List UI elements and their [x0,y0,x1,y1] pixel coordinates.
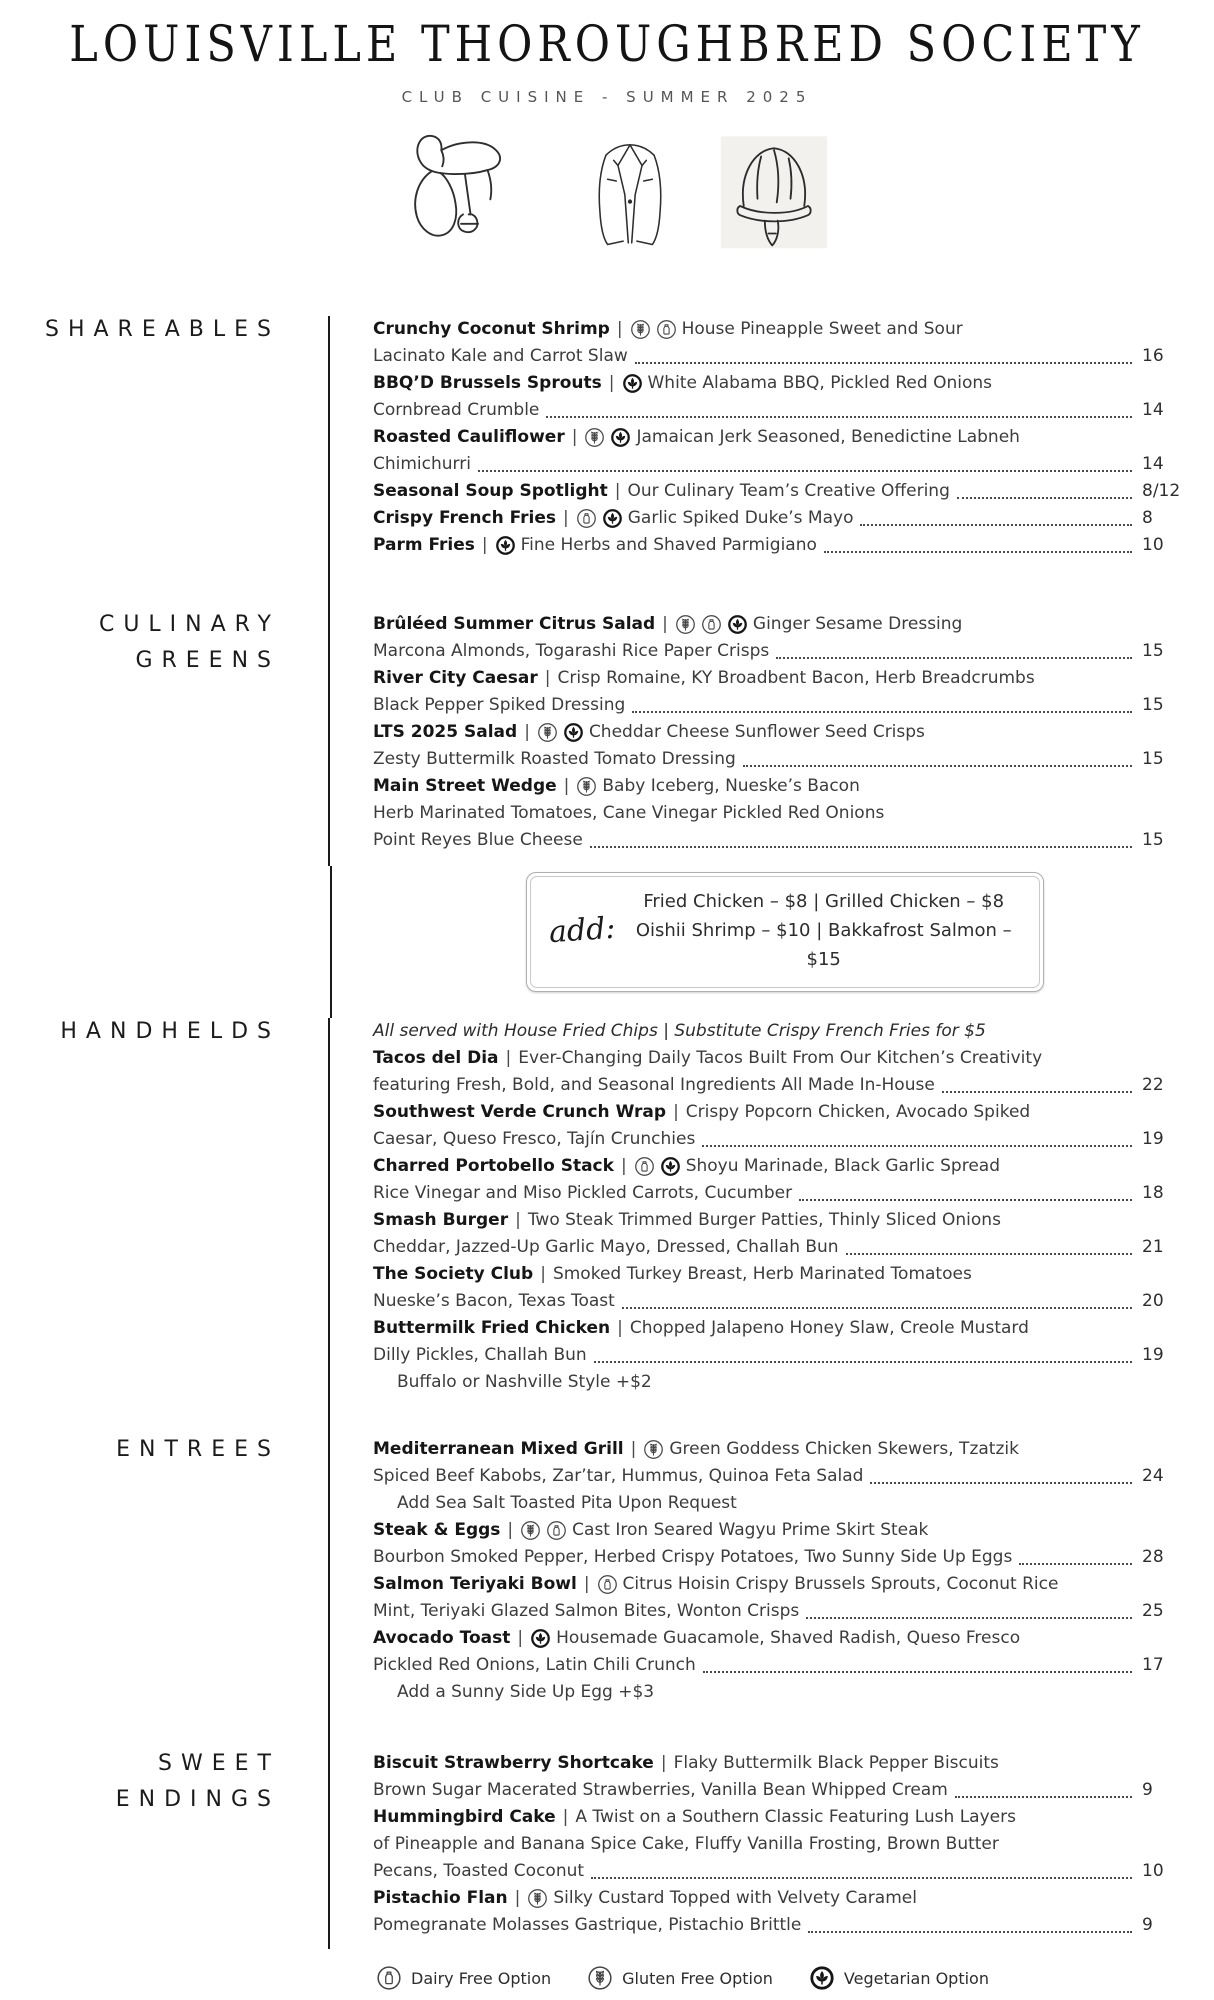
item-description: Silky Custard Topped with Velvety Caramel [553,1888,917,1908]
menu-item-line [373,1804,1194,1831]
legend-label: Vegetarian Option [843,1968,989,1988]
addons-row [0,866,1194,1018]
item-name: Mediterranean Mixed Grill [373,1439,624,1459]
item-description: Jamaican Jerk Seasoned, Benedictine Labneh [636,427,1020,447]
pipe-separator: | [524,722,530,742]
dot-leader [635,362,1132,364]
item-price: 24 [1142,1466,1164,1486]
section-heading [0,1432,280,1468]
gluten-free-icon [520,1520,541,1541]
item-description: Bourbon Smoked Pepper, Herbed Crispy Potatoes, Two Sunny Side Up Eggs [373,1547,1013,1567]
item-description: Shoyu Marinade, Black Garlic Spread [685,1156,1000,1176]
item-note-text: Add Sea Salt Toasted Pita Upon Request [397,1493,737,1513]
menu-item-line [373,397,1194,424]
section-intro-note: All served with House Fried Chips | Substitute Crispy French Fries for $5 [373,1021,986,1041]
menu-item-line [373,773,1194,800]
item-description: Cheddar Cheese Sunflower Seed Crisps [588,722,925,742]
menu-item-line [373,1777,1194,1804]
menu-item-line [373,1625,1194,1652]
item-description: of Pineapple and Banana Spice Cake, Fluffy Vanilla Frosting, Brown Butter [373,1834,999,1854]
pipe-separator: | [505,1048,512,1068]
item-name: Southwest Verde Crunch Wrap [373,1102,667,1122]
item-description: Dilly Pickles, Challah Bun [373,1345,587,1365]
item-name: The Society Club [373,1264,534,1284]
item-note-text: Add a Sunny Side Up Egg +$3 [397,1682,655,1702]
item-price: 21 [1142,1237,1164,1257]
item-description: Rice Vinegar and Miso Pickled Carrots, Cucumber [373,1183,793,1203]
dairy-free-icon [597,1574,618,1595]
section-heading-line: ENTREES [116,1437,280,1462]
item-price: 15 [1142,830,1164,850]
item-description: House Pineapple Sweet and Sour [681,319,963,339]
item-price: 28 [1142,1547,1164,1567]
legend-label: Dairy Free Option [411,1968,552,1988]
item-description: Smoked Turkey Breast, Herb Marinated Tomatoes [552,1264,972,1284]
item-description: Spiced Beef Kabobs, Zar’tar, Hummus, Quinoa Feta Salad [373,1466,864,1486]
item-name: Brûléed Summer Citrus Salad [373,614,656,634]
dot-leader [591,1877,1132,1879]
item-description: Housemade Guacamole, Shaved Radish, Queso Fresco [556,1628,1021,1648]
item-name: Pistachio Flan [373,1888,508,1908]
dot-leader [942,1091,1132,1093]
item-price: 15 [1142,641,1164,661]
dot-leader [806,1617,1132,1619]
dot-leader [799,1199,1132,1201]
gluten-free-icon [584,427,605,448]
menu-item-line [373,370,1194,397]
item-price: 25 [1142,1601,1164,1621]
menu-item-line [373,692,1194,719]
section-heading-cell [0,1750,330,1949]
menu-item-line [373,1126,1194,1153]
pipe-separator: | [544,668,551,688]
item-description: Ever-Changing Daily Tacos Built From Our Kitchen’s Creativity [518,1048,1043,1068]
dairy-free-icon [634,1156,655,1177]
dot-leader [478,470,1132,472]
item-name: Seasonal Soup Spotlight [373,481,608,501]
pipe-separator: | [630,1439,637,1459]
item-description: Cornbread Crumble [373,400,540,420]
vegetarian-icon [727,614,748,635]
section-heading-line: HANDHELDS [60,1019,280,1044]
legend-item [376,1965,551,1991]
menu-item-line [373,1261,1194,1288]
menu-item-line [373,719,1194,746]
menu-item-line [373,1831,1194,1858]
menu-item-line [373,665,1194,692]
item-description: Marcona Almonds, Togarashi Rice Paper Crisps [373,641,770,661]
addons-line: Fried Chicken – $8 | Grilled Chicken – $8 [643,891,1005,912]
item-price: 22 [1142,1075,1164,1095]
dot-leader [622,1307,1132,1309]
item-name: River City Caesar [373,668,538,688]
item-description: Zesty Buttermilk Roasted Tomato Dressing [373,749,736,769]
vegetarian-icon [660,1156,681,1177]
section-heading-line: SHAREABLES [44,317,280,342]
item-price: 14 [1142,400,1164,420]
saddle-illustration [385,122,541,258]
dairy-free-icon [576,508,597,529]
item-name: BBQ’D Brussels Sprouts [373,373,602,393]
menu-item-line [373,1315,1194,1342]
menu-item-line [373,532,1194,559]
dot-leader [702,1145,1132,1147]
item-name: Avocado Toast [373,1628,511,1648]
dot-leader [546,416,1132,418]
pipe-separator: | [608,373,615,393]
pipe-separator: | [571,427,578,447]
item-description: Two Steak Trimmed Burger Patties, Thinly Sliced Onions [527,1210,1001,1230]
gluten-free-icon [630,319,651,340]
item-name: Parm Fries [373,535,475,555]
item-description: Point Reyes Blue Cheese [373,830,583,850]
addons-lines [627,887,1021,974]
item-description: Green Goddess Chicken Skewers, Tzatzik [669,1439,1019,1459]
item-name: Tacos del Dia [373,1048,499,1068]
menu-item-line [373,1180,1194,1207]
menu-subtitle: CLUB CUISINE - SUMMER 2025 [401,88,813,106]
pipe-separator: | [614,481,621,501]
riding-jacket-illustration [587,138,673,258]
menu-item-line [373,1544,1194,1571]
menu-section-entrees [0,1436,1194,1750]
header-illustrations [0,120,1214,258]
dairy-free-icon [546,1520,567,1541]
pipe-separator: | [673,1102,679,1122]
section-heading [0,1746,280,1818]
section-items [330,1750,1194,1949]
item-description: Pecans, Toasted Coconut [373,1861,585,1881]
item-name: Hummingbird Cake [373,1807,556,1827]
item-note [373,1490,1194,1517]
section-heading [0,312,280,348]
menu-item-line [373,1652,1194,1679]
item-description: Caesar, Queso Fresco, Tajín Crunchies [373,1129,696,1149]
menu-header [0,0,1214,258]
item-name: Salmon Teriyaki Bowl [373,1574,577,1594]
item-price: 18 [1142,1183,1164,1203]
pipe-separator: | [563,776,570,796]
menu-item-line [373,343,1194,370]
item-description: Black Pepper Spiked Dressing [373,695,626,715]
item-description: Citrus Hoisin Crispy Brussels Sprouts, Coconut Rice [622,1574,1059,1594]
dot-leader [808,1931,1132,1933]
dairy-free-icon [376,1965,402,1991]
section-heading-line: CULINARY [98,612,280,637]
item-name: Buttermilk Fried Chicken [373,1318,611,1338]
item-description: Herb Marinated Tomatoes, Cane Vinegar Pickled Red Onions [373,803,885,823]
dot-leader [824,551,1132,553]
menu-body [0,316,1214,1949]
dot-leader [594,1361,1132,1363]
item-price: 8 [1142,508,1153,528]
item-description: Chopped Jalapeno Honey Slaw, Creole Mustard [629,1318,1029,1338]
pipe-separator: | [563,508,569,528]
item-name: Crispy French Fries [373,508,556,528]
item-price: 10 [1142,1861,1164,1881]
item-price: 10 [1142,535,1164,555]
item-description: Mint, Teriyaki Glazed Salmon Bites, Wonton Crisps [373,1601,800,1621]
dairy-free-icon [656,319,677,340]
item-description: Pickled Red Onions, Latin Chili Crunch [373,1655,696,1675]
item-description: Nueske’s Bacon, Texas Toast [373,1291,615,1311]
menu-item-line [373,451,1194,478]
menu-item-line [373,1571,1194,1598]
pipe-separator: | [540,1264,546,1284]
dot-leader [776,657,1132,659]
menu-item-line [373,638,1194,665]
item-description: Ginger Sesame Dressing [752,614,963,634]
section-heading-line: GREENS [135,648,280,673]
gluten-free-icon [587,1965,613,1991]
section-heading-line: ENDINGS [115,1787,280,1812]
pipe-separator: | [562,1807,569,1827]
item-name: Roasted Cauliflower [373,427,565,447]
legend-item [809,1965,989,1991]
pipe-separator: | [616,319,623,339]
section-heading-cell [0,1018,330,1436]
item-description: Baby Iceberg, Nueske’s Bacon [602,776,860,796]
item-description: A Twist on a Southern Classic Featuring Lush Layers [575,1807,1016,1827]
item-name: Smash Burger [373,1210,509,1230]
menu-item-line [373,1463,1194,1490]
pipe-separator: | [517,1628,524,1648]
page-title: LOUISVILLE THOROUGHBRED SOCIETY [69,16,1145,74]
menu-item-line [373,1234,1194,1261]
menu-item-line [373,1072,1194,1099]
vegetarian-icon [809,1965,835,1991]
section-heading-cell [0,1436,330,1750]
section-heading [0,607,280,679]
item-description: Cast Iron Seared Wagyu Prime Skirt Steak [572,1520,929,1540]
pipe-separator: | [662,614,668,634]
item-description: featuring Fresh, Bold, and Seasonal Ingredients All Made In-House [373,1075,935,1095]
section-items [330,316,1194,611]
legend-label: Gluten Free Option [622,1968,773,1988]
item-description: Crisp Romaine, KY Broadbent Bacon, Herb Breadcrumbs [557,668,1035,688]
menu-item-line [373,1750,1194,1777]
item-description: Cheddar, Jazzed-Up Garlic Mayo, Dressed, Challah Bun [373,1237,839,1257]
addons-line: Oishii Shrimp – $10 | Bakkafrost Salmon – $15 [635,920,1012,970]
item-description: Flaky Buttermilk Black Pepper Biscuits [673,1753,999,1773]
menu-item-line [373,424,1194,451]
item-price: 20 [1142,1291,1164,1311]
pipe-separator: | [507,1520,514,1540]
addons-cell [332,866,1194,1018]
section-heading-cell [0,611,330,866]
vegetarian-icon [602,508,623,529]
vegetarian-icon [563,722,584,743]
item-name: Main Street Wedge [373,776,557,796]
dot-leader [957,497,1132,499]
item-price: 9 [1142,1780,1153,1800]
section-items [330,611,1194,866]
gluten-free-icon [537,722,558,743]
item-price: 14 [1142,454,1164,474]
item-price: 17 [1142,1655,1164,1675]
item-description: Garlic Spiked Duke’s Mayo [627,508,854,528]
item-note-text: Buffalo or Nashville Style +$2 [397,1372,652,1392]
menu-item-line [373,316,1194,343]
section-items [330,1018,1194,1436]
item-description: Brown Sugar Macerated Strawberries, Vanilla Bean Whipped Cream [373,1780,948,1800]
menu-item-line [373,1885,1194,1912]
item-price: 16 [1142,346,1164,366]
vegetarian-icon [622,373,643,394]
menu-item-line [373,746,1194,773]
item-description: Our Culinary Team’s Creative Offering [627,481,950,501]
section-heading [0,1014,280,1050]
menu-item-line [373,1912,1194,1939]
menu-item-line [373,827,1194,854]
item-price: 15 [1142,695,1164,715]
gluten-free-icon [527,1888,548,1909]
item-description: Pomegranate Molasses Gastrique, Pistachio Brittle [373,1915,802,1935]
dietary-legend [0,1965,1214,1991]
menu-item-line [373,478,1194,505]
menu-section-culinary-greens [0,611,1194,866]
dot-leader [590,846,1132,848]
menu-section-sweet-endings [0,1750,1194,1949]
item-price: 9 [1142,1915,1153,1935]
menu-section-handhelds [0,1018,1194,1436]
pipe-separator: | [617,1318,623,1338]
pipe-separator: | [660,1753,667,1773]
gluten-free-icon [576,776,597,797]
pipe-separator: | [515,1210,521,1230]
item-description: Crispy Popcorn Chicken, Avocado Spiked [685,1102,1031,1122]
item-price: 15 [1142,749,1164,769]
pipe-separator: | [514,1888,521,1908]
item-description: Lacinato Kale and Carrot Slaw [373,346,628,366]
menu-section-shareables [0,316,1194,611]
dot-leader [1019,1563,1132,1565]
item-name: Charred Portobello Stack [373,1156,614,1176]
dot-leader [955,1796,1132,1798]
pipe-separator: | [620,1156,627,1176]
section-items [330,1436,1194,1750]
menu-item-line [373,1436,1194,1463]
item-name: Biscuit Strawberry Shortcake [373,1753,654,1773]
item-description: White Alabama BBQ, Pickled Red Onions [647,373,992,393]
addons-box [526,872,1044,992]
menu-item-line [373,1517,1194,1544]
item-note [373,1679,1194,1706]
menu-item-line [373,1288,1194,1315]
dot-leader [743,765,1132,767]
dot-leader [703,1671,1132,1673]
addons-box-inner [530,876,1040,988]
dot-leader [860,524,1132,526]
dot-leader [632,711,1132,713]
menu-item-line [373,1858,1194,1885]
menu-item-line [373,1099,1194,1126]
item-name: LTS 2025 Salad [373,722,518,742]
vegetarian-icon [610,427,631,448]
pipe-separator: | [583,1574,590,1594]
menu-item-line [373,1207,1194,1234]
section-heading-cell [0,316,330,611]
menu-item-line [373,1598,1194,1625]
gluten-free-icon [643,1439,664,1460]
menu-item-line [373,1153,1194,1180]
item-price: 8/12 [1142,481,1181,501]
item-name: Crunchy Coconut Shrimp [373,319,610,339]
riding-helmet-illustration [719,136,829,258]
item-description: Fine Herbs and Shaved Parmigiano [520,535,817,555]
item-note [373,1369,1194,1396]
menu-item-line [373,505,1194,532]
dot-leader [846,1253,1132,1255]
item-price: 19 [1142,1345,1164,1365]
vegetarian-icon [495,535,516,556]
menu-item-line [373,800,1194,827]
dot-leader [870,1482,1132,1484]
section-heading-line: SWEET [158,1751,280,1776]
addons-script-label: add: [547,910,617,950]
vegetarian-icon [530,1628,551,1649]
item-name: Steak & Eggs [373,1520,501,1540]
menu-item-line [373,1342,1194,1369]
item-description: Chimichurri [373,454,471,474]
gluten-free-icon [675,614,696,635]
menu-item-line [373,611,1194,638]
legend-item [587,1965,773,1991]
menu-item-line [373,1045,1194,1072]
addons-divider-cell [0,866,332,1018]
pipe-separator: | [481,535,488,555]
dairy-free-icon [701,614,722,635]
item-price: 19 [1142,1129,1164,1149]
